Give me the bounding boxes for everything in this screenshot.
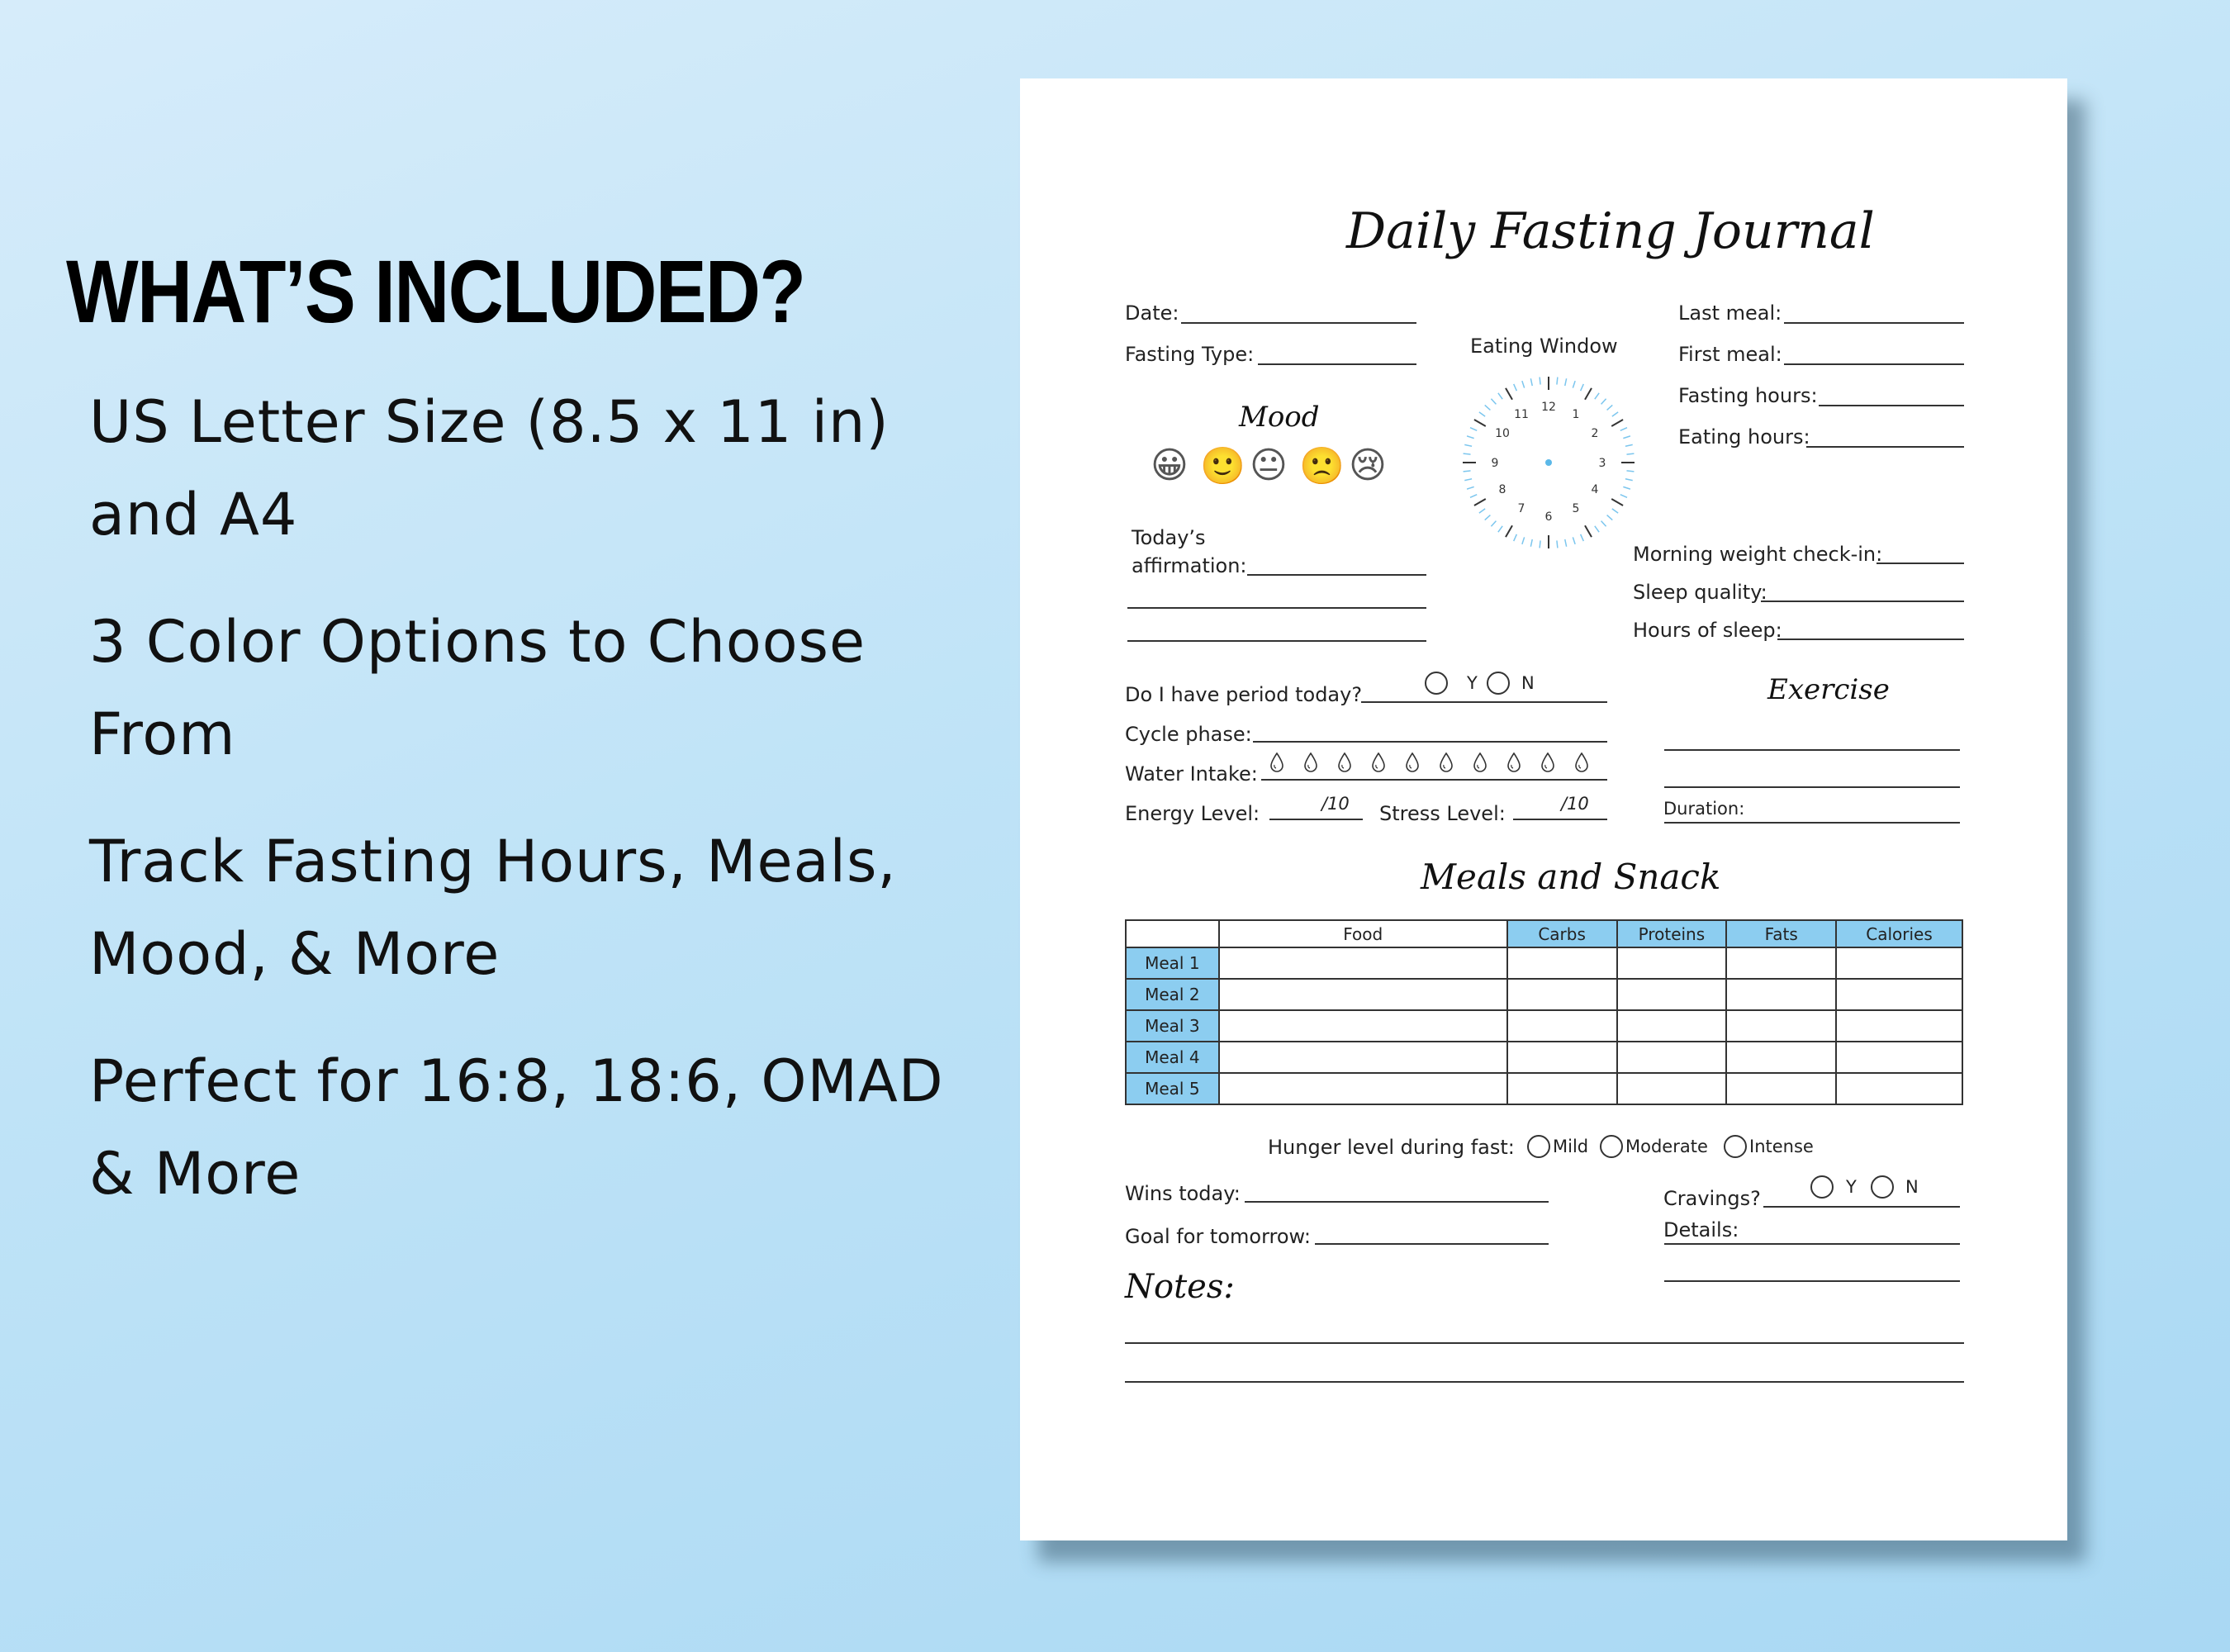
meals-header-row [1126,920,1962,947]
clock-tick [1585,525,1592,537]
clock-number: 2 [1591,427,1599,440]
fasting-type-line[interactable] [1258,363,1416,365]
column-header: Proteins [1617,920,1727,947]
clock-tick [1573,537,1575,544]
clock-tick [1506,525,1512,537]
clock-tick [1491,399,1496,405]
water-intake-line[interactable] [1261,779,1607,781]
last-meal-label: Last meal: [1678,301,1782,325]
water-drop-icon[interactable] [1540,752,1555,772]
clock-tick [1530,378,1532,386]
details-label: Details: [1663,1218,1739,1241]
first-meal-line[interactable] [1784,363,1964,365]
cravings-yes-radio[interactable] [1810,1175,1834,1199]
wins-today-label: Wins today: [1125,1182,1241,1205]
cycle-phase-line[interactable] [1253,741,1607,743]
clock-number: 8 [1498,483,1506,496]
column-header: Food [1219,920,1507,947]
feature-item: 3 Color Options to Choose From [89,608,866,768]
clock-tick [1581,384,1584,391]
last-meal-line[interactable] [1784,322,1964,324]
eating-window-clock [1458,372,1639,553]
row-header: Meal 2 [1126,979,1219,1010]
clock-tick [1467,487,1474,489]
clock-tick [1522,381,1525,388]
period-no-radio[interactable] [1487,672,1510,695]
clock-tick [1485,515,1491,520]
meals-table [1125,919,1963,1105]
clock-tick [1479,509,1485,513]
clock-tick [1522,537,1525,544]
cravings-label: Cravings? [1663,1187,1761,1210]
clock-tick [1557,377,1558,385]
energy-level-label: Energy Level: [1125,802,1260,825]
water-drop-icon[interactable] [1269,752,1284,772]
clock-tick [1620,428,1627,431]
clock-tick [1506,388,1512,400]
clock-tick [1464,453,1471,454]
affirmation-label: affirmation: [1132,554,1247,577]
mood-face[interactable]: 😐 [1250,444,1288,487]
promo-panel [66,240,983,1255]
hunger-moderate-radio[interactable] [1600,1135,1623,1158]
row-header: Meal 3 [1126,1010,1219,1042]
water-drop-icon[interactable] [1506,752,1521,772]
water-drop-icon[interactable] [1574,752,1589,772]
clock-tick [1623,487,1630,489]
details-line[interactable] [1664,1243,1960,1245]
period-label: Do I have period today? [1125,683,1363,706]
mood-face[interactable]: 🙁 [1299,445,1345,487]
clock-center-dot [1545,459,1552,466]
eating-hours-line[interactable] [1806,446,1964,448]
stress-line[interactable] [1513,819,1607,820]
table-cell[interactable] [1219,1073,1507,1104]
exercise-line[interactable] [1664,749,1960,751]
eating-hours-label: Eating hours: [1678,425,1810,449]
clock-tick [1611,420,1623,426]
period-yes-label: Y [1467,673,1478,693]
goal-tomorrow-label: Goal for tomorrow: [1125,1225,1311,1248]
clock-number: 7 [1517,502,1525,515]
table-cell[interactable] [1726,1042,1836,1073]
journal-title: Daily Fasting Journal [1346,202,1875,260]
clock-tick [1573,381,1575,388]
date-label: Date: [1125,301,1179,325]
clock-tick [1601,399,1606,405]
table-row [1126,1042,1962,1073]
notes-line[interactable] [1125,1381,1964,1383]
table-cell[interactable] [1219,1010,1507,1042]
affirmation-line[interactable] [1247,574,1426,576]
period-no-label: N [1521,673,1535,693]
sleep-quality-label: Sleep quality: [1633,581,1767,604]
table-cell[interactable] [1617,947,1727,979]
clock-number: 5 [1572,502,1580,515]
clock-tick [1581,534,1584,541]
table-cell[interactable] [1617,979,1727,1010]
period-line[interactable] [1361,701,1607,703]
cravings-no-radio[interactable] [1871,1175,1894,1199]
hunger-mild-radio[interactable] [1527,1135,1550,1158]
row-header: Meal 1 [1126,947,1219,979]
clock-tick [1607,515,1613,520]
clock-tick [1623,436,1630,439]
clock-tick [1620,495,1627,498]
clock-number: 10 [1495,427,1510,440]
table-row [1126,1073,1962,1104]
clock-number: 3 [1598,457,1606,470]
clock-tick [1595,393,1599,399]
table-row [1126,1010,1962,1042]
exercise-title: Exercise [1767,673,1890,706]
table-cell[interactable] [1507,979,1617,1010]
table-cell[interactable] [1726,1010,1836,1042]
water-drop-icon[interactable] [1371,752,1386,772]
clock-tick [1625,479,1633,481]
clock-tick [1585,388,1592,400]
table-cell[interactable] [1219,1042,1507,1073]
column-header: Carbs [1507,920,1617,947]
clock-tick [1470,428,1477,431]
table-cell[interactable] [1617,1010,1727,1042]
hunger-option: Mild [1553,1137,1589,1156]
duration-label: Duration: [1663,799,1745,819]
water-drop-icon[interactable] [1473,752,1487,772]
clock-number: 12 [1541,401,1556,414]
clock-tick [1470,495,1477,498]
clock-tick [1611,499,1623,506]
clock-tick [1514,534,1517,541]
mood-title: Mood [1239,401,1320,434]
affirmation-line[interactable] [1127,640,1426,642]
cravings-no-label: N [1905,1177,1919,1197]
affirmation-label: Today’s [1132,526,1206,549]
table-cell[interactable] [1507,1073,1617,1104]
water-drop-icon[interactable] [1439,752,1454,772]
clock-number: 4 [1591,483,1599,496]
period-yes-radio[interactable] [1425,672,1448,695]
row-header: Meal 5 [1126,1073,1219,1104]
water-drop-icon[interactable] [1303,752,1318,772]
table-cell[interactable] [1836,1042,1962,1073]
wins-today-line[interactable] [1245,1201,1549,1203]
water-drops [1269,749,1608,776]
stress-scale: /10 [1561,794,1589,814]
clock-number: 11 [1514,408,1529,421]
hunger-option: Intense [1749,1137,1814,1156]
column-header: Fats [1726,920,1836,947]
table-cell[interactable] [1836,979,1962,1010]
exercise-line[interactable] [1664,786,1960,788]
weight-checkin-label: Morning weight check-in: [1633,543,1883,566]
feature-item: Track Fasting Hours, Meals, Mood, & More [89,828,897,988]
clock-tick [1514,384,1517,391]
clock-tick [1607,405,1613,410]
clock-tick [1485,405,1491,410]
water-drop-icon[interactable] [1405,752,1420,772]
cravings-yes-label: Y [1846,1177,1857,1197]
details-line[interactable] [1664,1280,1960,1282]
clock-tick [1474,420,1486,426]
fasting-hours-label: Fasting hours: [1678,384,1818,407]
cycle-phase-label: Cycle phase: [1125,723,1252,746]
column-header: Calories [1836,920,1962,947]
weight-checkin-line[interactable] [1877,563,1964,564]
goal-tomorrow-line[interactable] [1315,1243,1549,1245]
clock-tick [1565,378,1567,386]
mood-face[interactable]: 😢 [1349,444,1387,487]
feature-item: Perfect for 16:8, 18:6, OMAD & More [89,1047,944,1208]
hours-sleep-line[interactable] [1777,638,1964,640]
table-row [1126,979,1962,1010]
hunger-label: Hunger level during fast: [1268,1136,1515,1159]
table-cell[interactable] [1726,1073,1836,1104]
clock-tick [1498,526,1502,532]
row-header: Meal 4 [1126,1042,1219,1073]
clock-tick [1626,471,1634,472]
notes-line[interactable] [1125,1342,1964,1344]
table-cell[interactable] [1507,947,1617,979]
sleep-quality-line[interactable] [1761,601,1964,602]
clock-number: 6 [1544,510,1553,524]
hours-sleep-label: Hours of sleep: [1633,619,1782,642]
clock-tick [1565,539,1567,547]
clock-tick [1595,526,1599,532]
clock-tick [1464,471,1471,472]
meals-title: Meals and Snack [1421,857,1721,897]
notes-title: Notes: [1125,1268,1235,1306]
table-cell[interactable] [1726,947,1836,979]
table-cell[interactable] [1617,1042,1727,1073]
table-cell[interactable] [1507,1010,1617,1042]
fasting-type-label: Fasting Type: [1125,343,1255,366]
energy-scale: /10 [1321,794,1350,814]
eating-window-label: Eating Window [1470,335,1618,358]
water-intake-label: Water Intake: [1125,762,1258,786]
table-cell[interactable] [1726,979,1836,1010]
table-cell[interactable] [1617,1073,1727,1104]
table-cell[interactable] [1219,979,1507,1010]
clock-tick [1467,436,1474,439]
hunger-intense-radio[interactable] [1724,1135,1747,1158]
stress-level-label: Stress Level: [1379,802,1506,825]
clock-tick [1612,509,1618,513]
affirmation-line[interactable] [1127,607,1426,609]
duration-line[interactable] [1664,822,1960,824]
clock-number: 1 [1572,408,1580,421]
clock-tick [1557,540,1558,548]
hunger-option: Moderate [1625,1137,1708,1156]
fasting-hours-line[interactable] [1819,405,1964,406]
water-drop-icon[interactable] [1337,752,1352,772]
clock-tick [1530,539,1532,547]
table-cell[interactable] [1836,1073,1962,1104]
clock-tick [1464,479,1472,481]
headline: WHAT’S INCLUDED? [66,241,805,341]
clock-tick [1491,521,1496,527]
journal-sheet [1020,78,2067,1540]
table-cell[interactable] [1836,947,1962,979]
date-line[interactable] [1181,322,1416,324]
table-cell[interactable] [1219,947,1507,979]
cravings-line[interactable] [1763,1206,1960,1208]
clock-tick [1474,499,1486,506]
clock-tick [1625,444,1633,446]
table-cell[interactable] [1836,1010,1962,1042]
mood-face[interactable]: 😀 [1151,444,1189,487]
clock-tick [1601,521,1606,527]
clock-number: 9 [1491,457,1499,470]
clock-tick [1464,444,1472,446]
clock-tick [1612,412,1618,416]
table-cell[interactable] [1507,1042,1617,1073]
clock-tick [1498,393,1502,399]
first-meal-label: First meal: [1678,343,1782,366]
feature-item: US Letter Size (8.5 x 11 in) and A4 [89,388,890,548]
clock-tick [1479,412,1485,416]
table-row [1126,947,1962,979]
clock-tick [1626,453,1634,454]
energy-line[interactable] [1269,819,1363,820]
mood-face[interactable]: 🙂 [1200,445,1245,487]
